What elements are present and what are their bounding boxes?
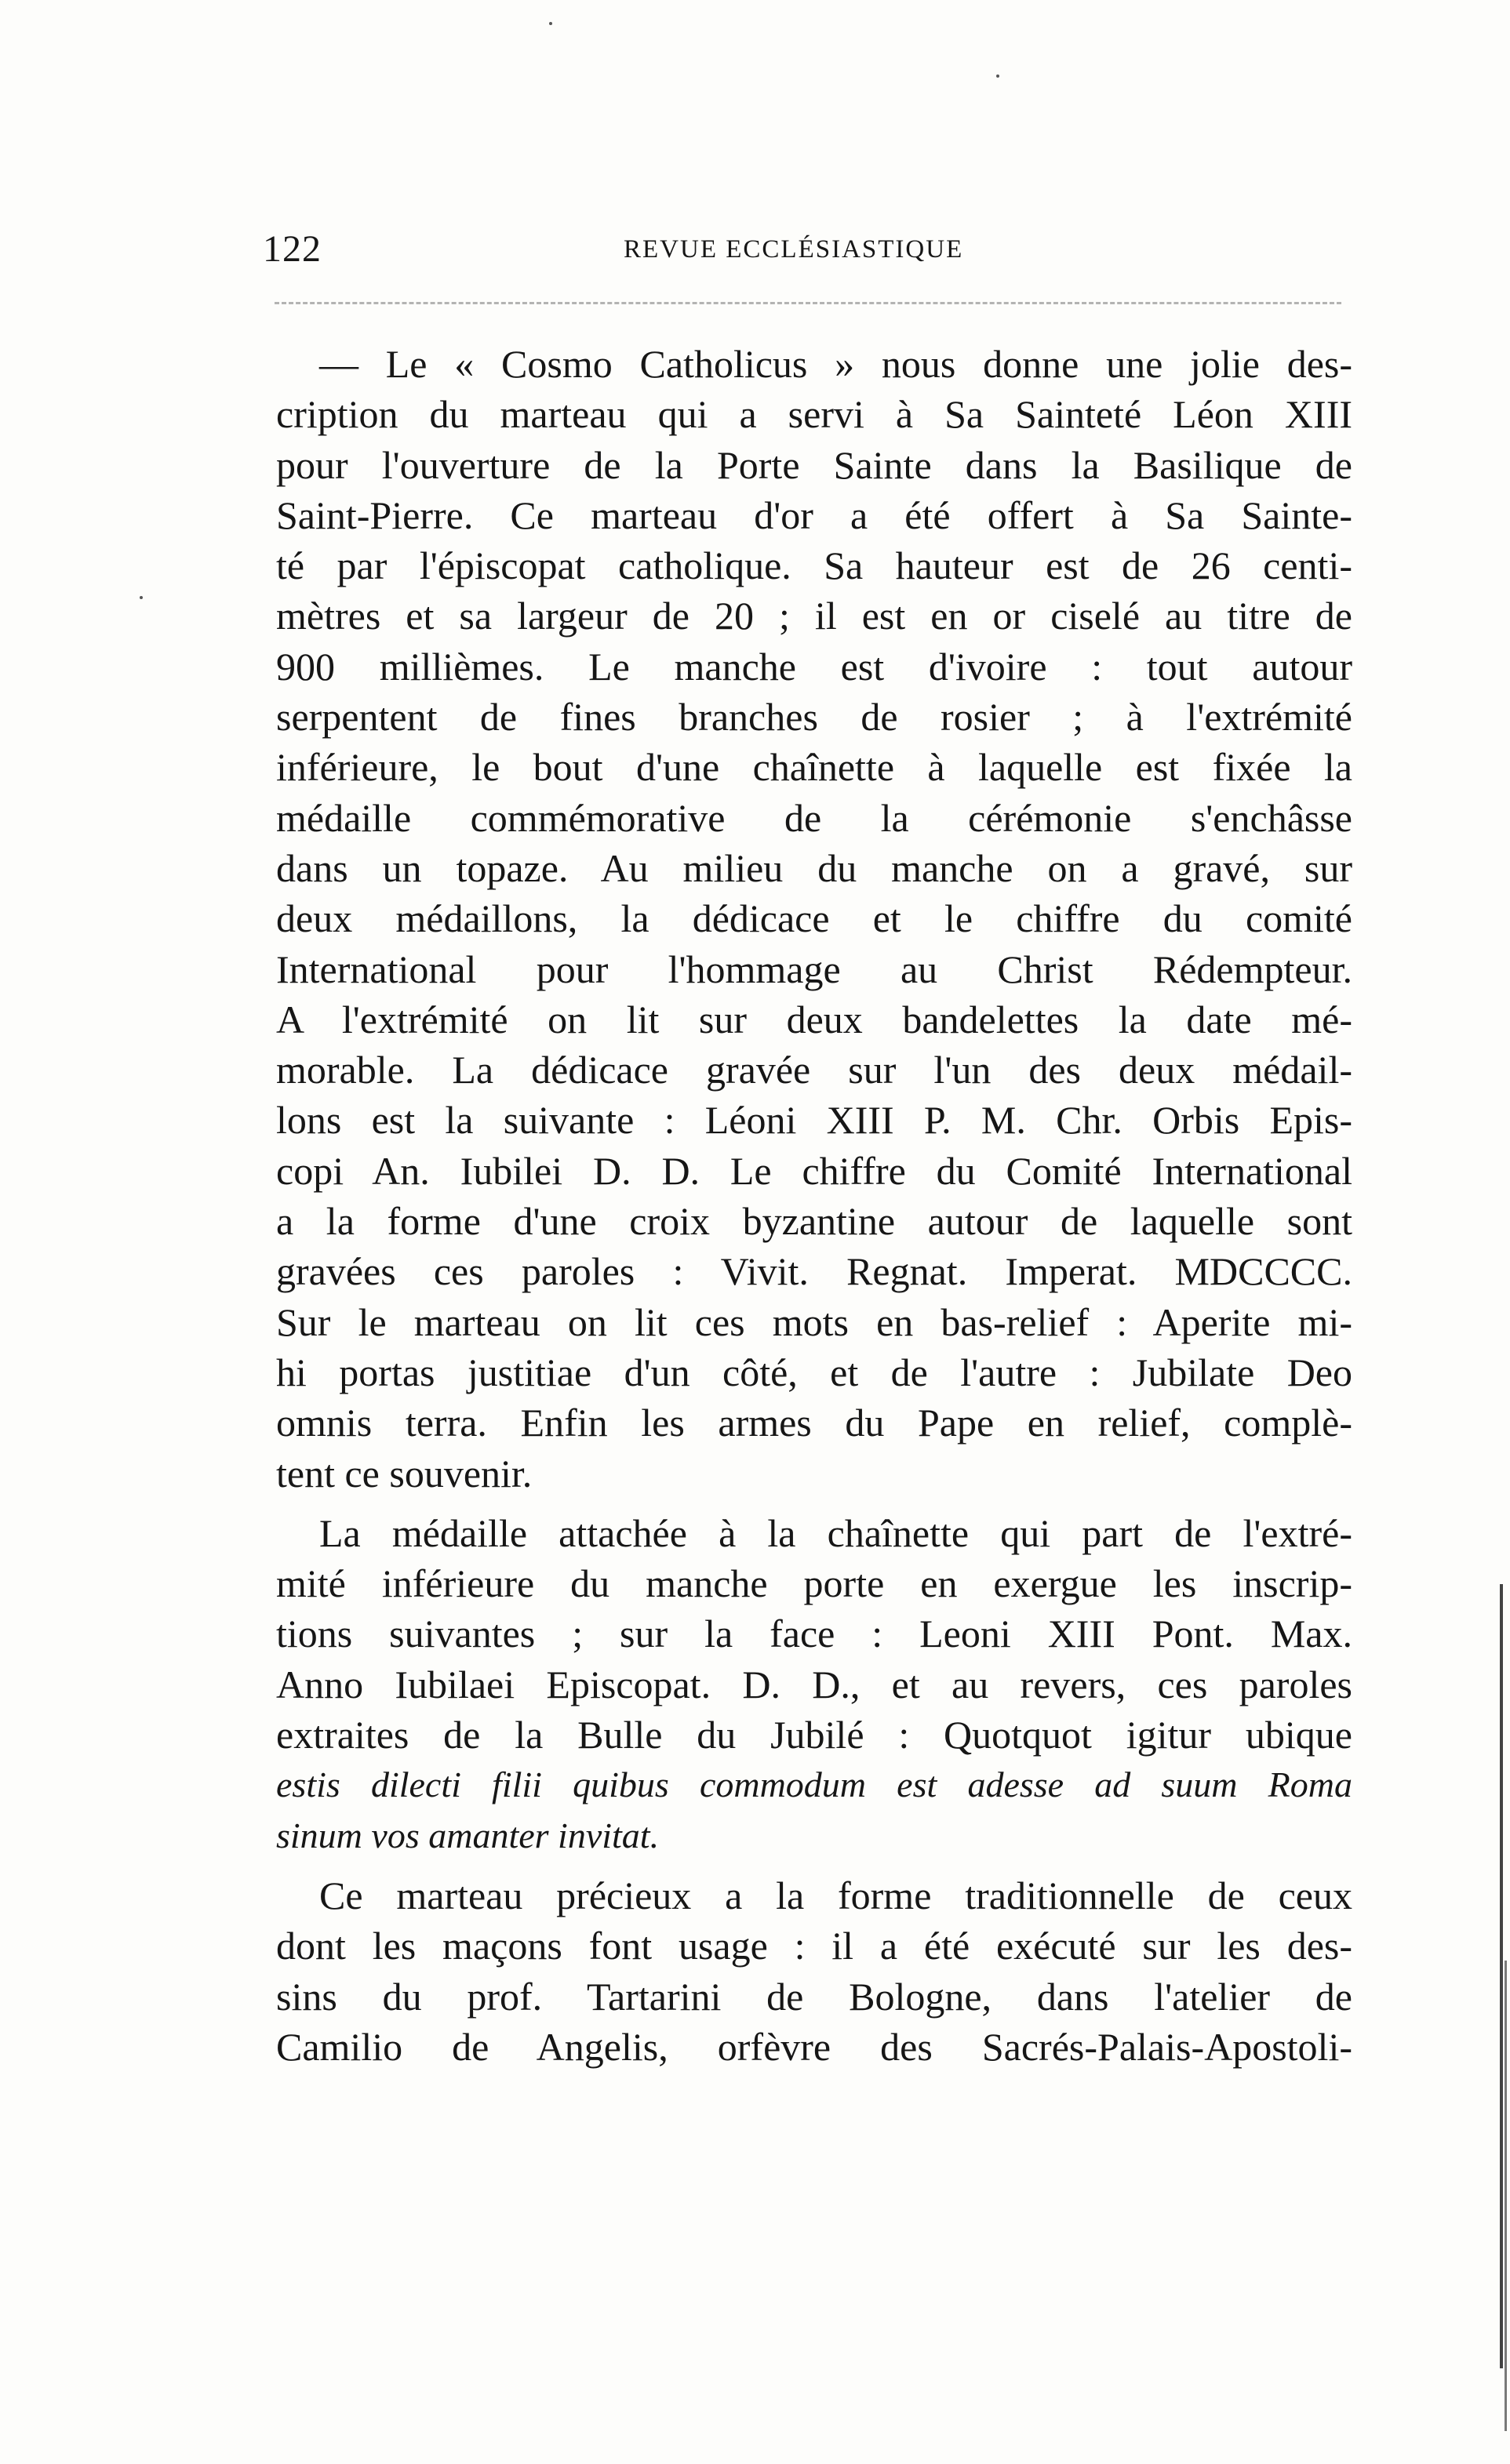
text-line: pour l'ouverture de la Porte Sainte dans la Basilique de xyxy=(276,442,1352,487)
text-line: médaille commémorative de la cérémonie s'enchâsse xyxy=(276,795,1352,840)
paragraph-1 xyxy=(276,339,1352,1499)
text-line: morable. La dédicace gravée sur l'un des deux médail- xyxy=(276,1048,1352,1092)
binding-edge-mark xyxy=(1500,1584,1503,2368)
text-line: La médaille attachée à la chaînette qui part de l'extré- xyxy=(319,1510,1352,1555)
text-line: tent ce souvenir. xyxy=(276,1451,533,1495)
text-line: sins du prof. Tartarini de Bologne, dans l'atelier de xyxy=(276,1974,1352,2019)
speck-mark xyxy=(549,22,552,25)
text-line: deux médaillons, la dédicace et le chiffre du comité xyxy=(276,896,1352,941)
text-line: serpentent de fines branches de rosier ; à l'extrémité xyxy=(276,695,1352,740)
text-line: — Le « Cosmo Catholicus » nous donne une jolie des- xyxy=(319,342,1352,386)
text-line: Anno Iubilaei Episcopat. D. D., et au revers, ces paroles xyxy=(276,1662,1352,1706)
text-line: hi portas justitiae d'un côté, et de l'autre : Jubilate Deo xyxy=(276,1350,1352,1394)
text-line: dans un topaze. Au milieu du manche on a gravé, sur xyxy=(276,845,1352,890)
text-line: extraites de la Bulle du Jubilé : Quotquot igitur ubique xyxy=(276,1713,1352,1757)
text-line: té par l'épiscopat catholique. Sa hauteur est de 26 centi- xyxy=(276,543,1352,588)
body-text xyxy=(276,339,1352,2081)
text-line: mité inférieure du manche porte en exergue les inscrip- xyxy=(276,1561,1352,1606)
text-line: mètres et sa largeur de 20 ; il est en or ciselé au titre de xyxy=(276,594,1352,638)
text-line: lons est la suivante : Léoni XIII P. M. Chr. Orbis Epis- xyxy=(276,1098,1352,1143)
text-line: Saint-Pierre. Ce marteau d'or a été offert à Sa Sainte- xyxy=(276,492,1352,537)
text-line: inférieure, le bout d'une chaînette à laquelle est fixée la xyxy=(276,745,1352,790)
text-line: copi An. Iubilei D. D. Le chiffre du Comité International xyxy=(276,1148,1352,1193)
text-line: omnis terra. Enfin les armes du Pape en relief, complè- xyxy=(276,1401,1352,1445)
paragraph-3 xyxy=(276,1870,1352,2072)
binding-edge-mark xyxy=(1505,1961,1507,2431)
text-line: cription du marteau qui a servi à Sa Sainteté Léon XIII xyxy=(276,392,1352,437)
speck-mark xyxy=(996,75,999,78)
running-title: REVUE ECCLÉSIASTIQUE xyxy=(624,235,964,263)
text-line: sinum vos amanter invitat. xyxy=(276,1815,660,1855)
text-line: A l'extrémité on lit sur deux bandelettes la date mé- xyxy=(276,997,1352,1041)
text-line: Sur le marteau on lit ces mots en bas-relief : Aperite mi- xyxy=(276,1299,1352,1344)
header-rule xyxy=(275,302,1341,304)
text-line: dont les maçons font usage : il a été exécuté sur les des- xyxy=(276,1924,1352,1968)
text-line: a la forme d'une croix byzantine autour de laquelle sont xyxy=(276,1199,1352,1244)
text-line: 900 millièmes. Le manche est d'ivoire : tout autour xyxy=(276,644,1352,689)
text-line: estis dilecti filii quibus commodum est adesse ad suum Roma xyxy=(276,1764,1352,1805)
text-line: Camilio de Angelis, orfèvre des Sacrés-Palais-Apostoli- xyxy=(276,2024,1352,2069)
paragraph-2 xyxy=(276,1508,1352,1861)
text-line: gravées ces paroles : Vivit. Regnat. Imperat. MDCCCC. xyxy=(276,1249,1352,1294)
speck-mark xyxy=(140,596,143,599)
text-line: tions suivantes ; sur la face : Leoni XIII Pont. Max. xyxy=(276,1612,1352,1656)
text-line: International pour l'hommage au Christ Rédempteur. xyxy=(276,947,1352,991)
page-header xyxy=(263,227,1361,274)
text-line: Ce marteau précieux a la forme traditionnelle de ceux xyxy=(319,1873,1352,1917)
page-number: 122 xyxy=(263,228,322,270)
